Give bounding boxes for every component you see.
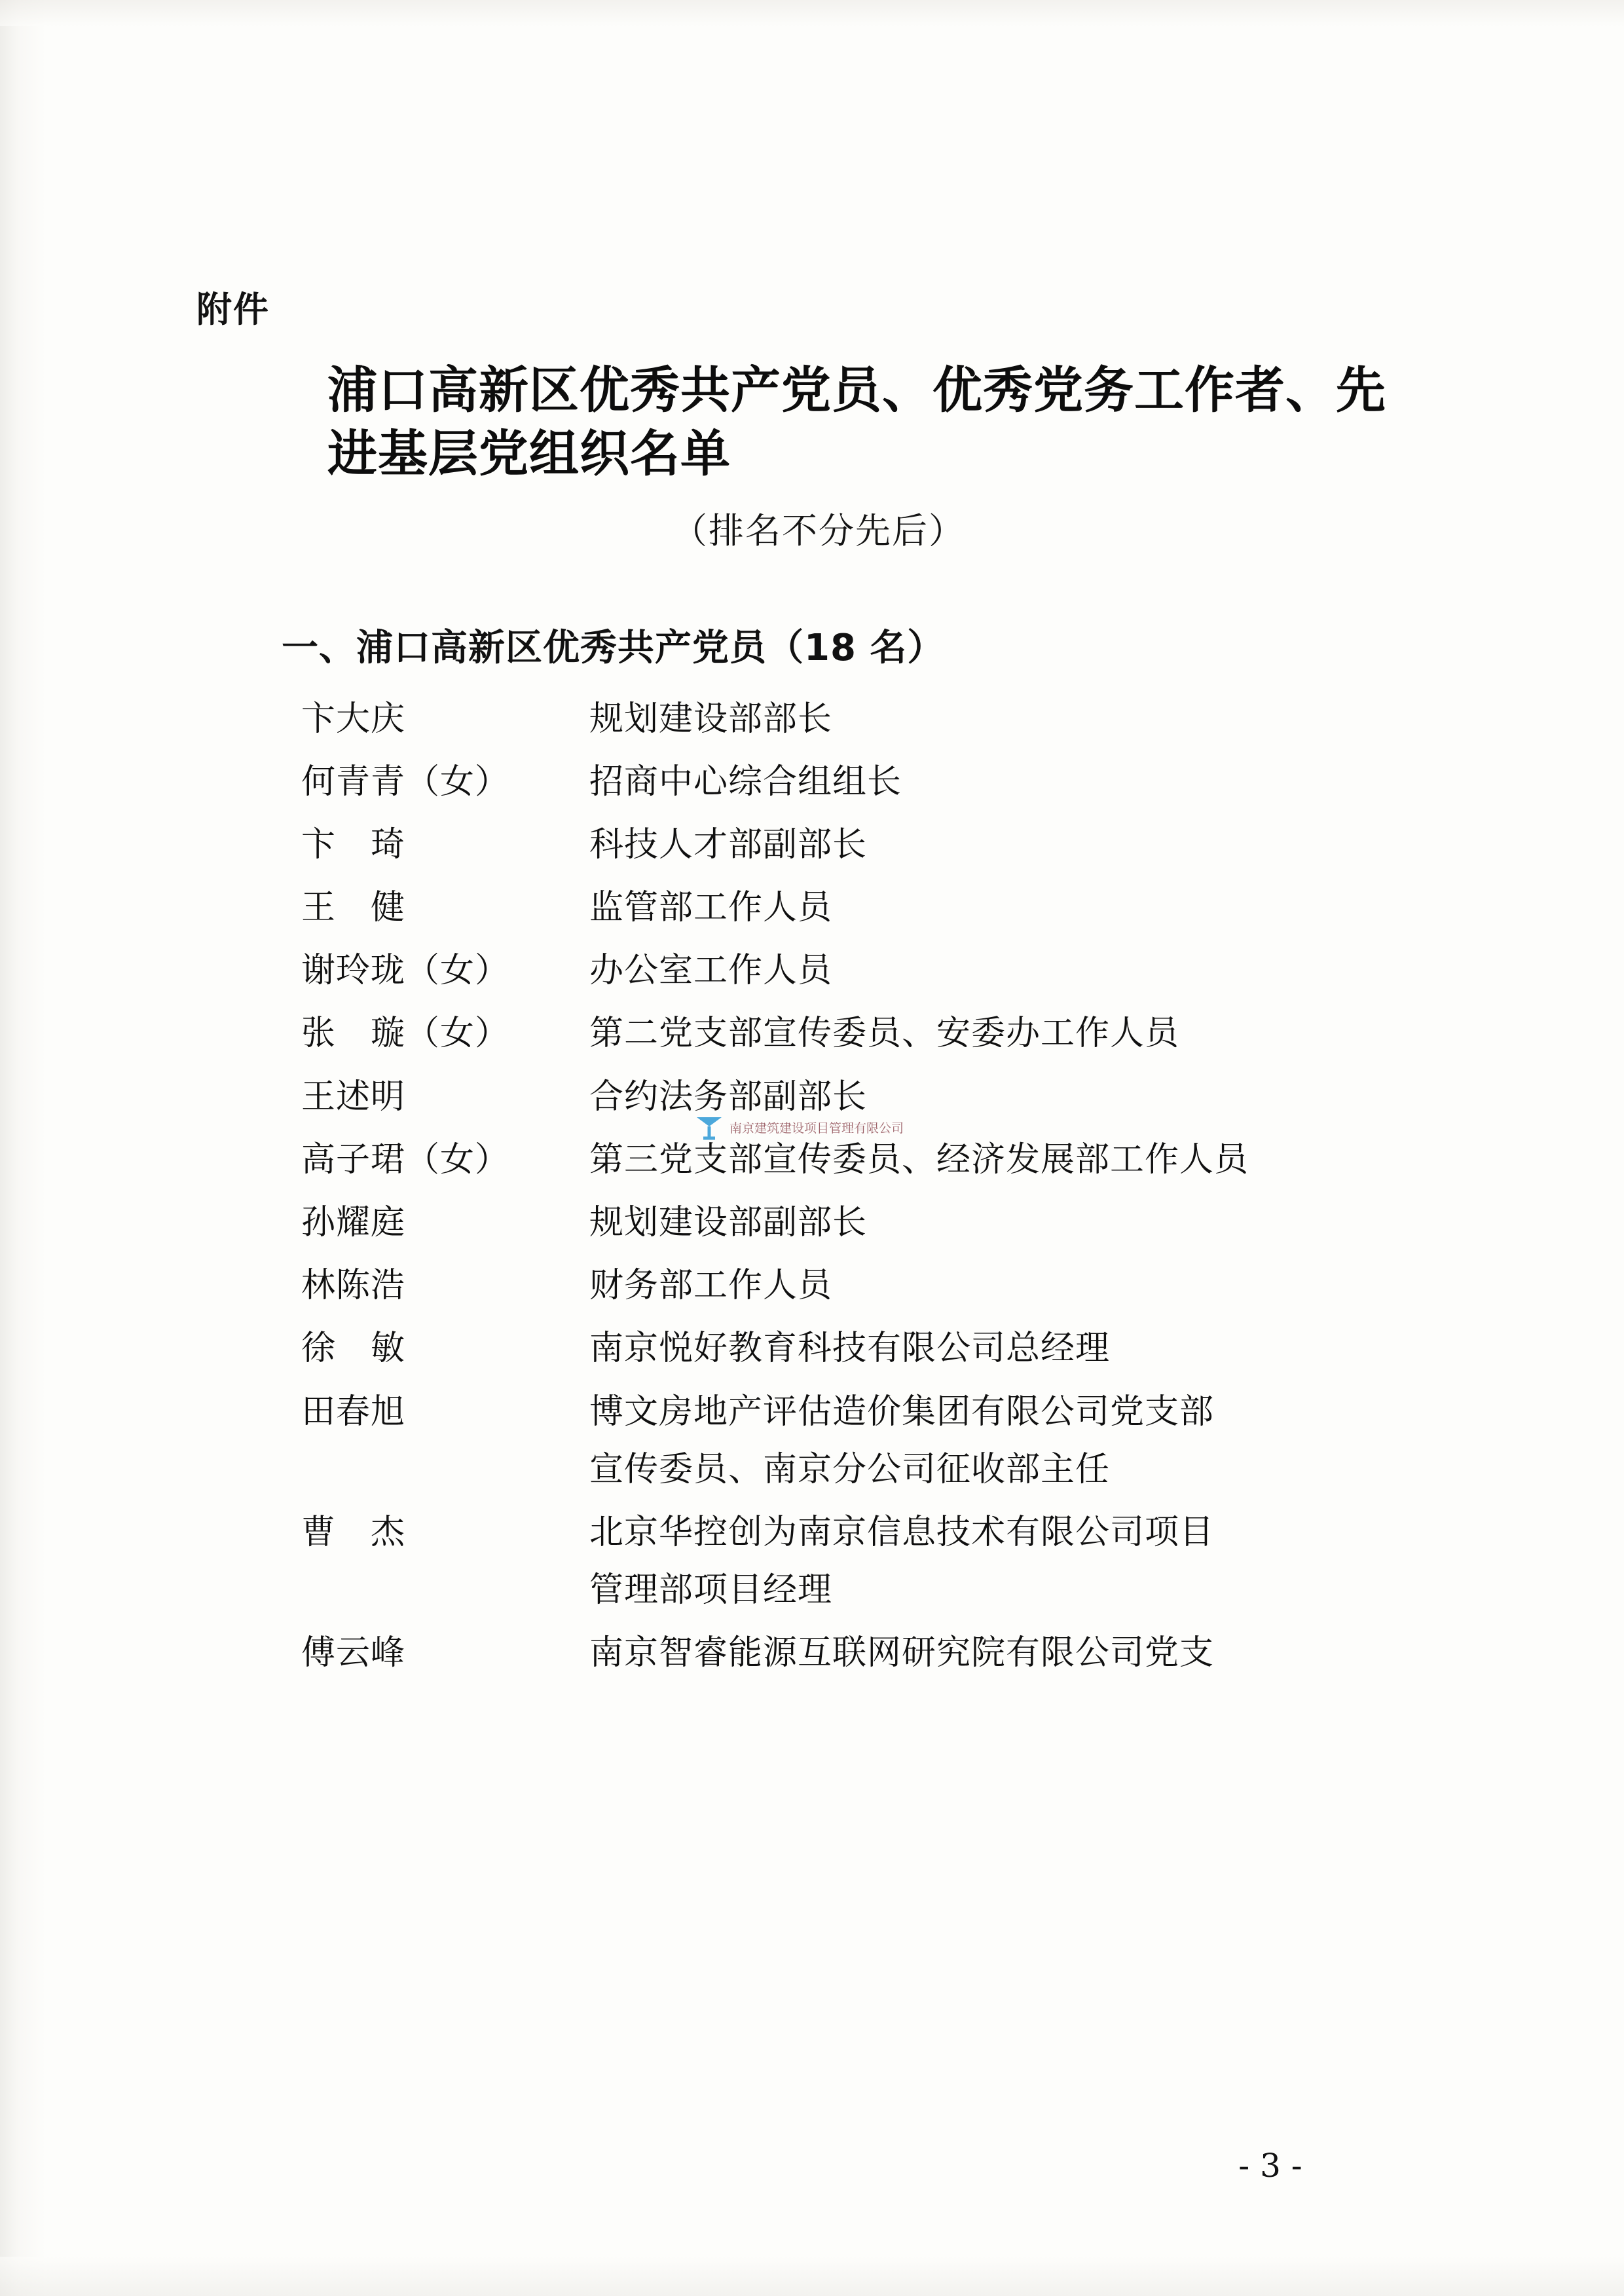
honoree-role [589,1389,1441,1492]
honoree-role-line1: 北京华控创为南京信息技术有限公司项目 [589,1512,1215,1552]
attachment-label: 附件 [196,288,270,330]
honoree-name: 卞 琦 [301,824,406,864]
list-item [301,822,1441,868]
list-item [301,1263,1441,1308]
honoree-name: 田春旭 [301,1392,406,1432]
scan-edge-left [0,0,46,2296]
honoree-role: 南京智睿能源互联网研究院有限公司党支 [589,1633,1215,1673]
honoree-role: 第三党支部宣传委员、经济发展部工作人员 [589,1139,1249,1179]
honoree-name: 孙耀庭 [301,1203,406,1243]
list-item [301,1200,1441,1246]
honoree-name: 谢玲珑（女） [301,951,510,991]
document-subtitle: （排名不分先后） [672,509,965,551]
honoree-name: 傅云峰 [301,1633,406,1673]
honoree-role: 监管部工作人员 [589,888,833,928]
list-item [301,1509,1441,1613]
honoree-role-line2: 管理部项目经理 [589,1570,833,1610]
honoree-name: 卞大庆 [301,699,406,739]
list-item [301,1630,1441,1676]
honoree-role: 规划建设部部长 [589,699,833,739]
honoree-name: 高子珺（女） [301,1139,510,1179]
section-heading: 一、浦口高新区优秀共产党员（18 名） [282,626,945,669]
honoree-role: 办公室工作人员 [589,951,833,991]
page-number: - 3 - [1238,2147,1302,2185]
list-item [301,885,1441,931]
list-item [301,759,1441,805]
list-item [301,1074,1441,1120]
honoree-role [589,1509,1441,1613]
document-content [196,282,1441,1694]
watermark-text: 南京建筑建设项目管理有限公司 [729,1120,904,1136]
honoree-role: 合约法务部副部长 [589,1077,868,1117]
honoree-role: 第二党支部宣传委员、安委办工作人员 [589,1014,1180,1054]
list-item [301,1010,1441,1056]
honoree-name: 张 璇（女） [301,1014,510,1054]
honoree-name: 徐 敏 [301,1329,406,1369]
scan-edge-bottom [0,2257,1624,2296]
scan-edge-top [0,0,1624,26]
list-item [301,948,1441,993]
list-item [301,1325,1441,1371]
honoree-name: 王 健 [301,888,406,928]
list-item [301,1137,1441,1183]
honoree-role: 规划建设部副部长 [589,1203,868,1243]
honoree-role: 科技人才部副部长 [589,824,868,864]
honoree-name: 曹 杰 [301,1512,406,1552]
honoree-name: 林陈浩 [301,1266,406,1306]
honoree-name: 何青青（女） [301,762,510,802]
document-title: 浦口高新区优秀共产党员、优秀党务工作者、先进基层党组织名单 [327,361,1386,483]
list-item [301,1389,1441,1492]
honoree-role: 南京悦好教育科技有限公司总经理 [589,1329,1111,1369]
honoree-role: 招商中心综合组组长 [589,762,902,802]
honoree-list [196,696,1441,1676]
honoree-role-line2: 宣传委员、南京分公司征收部主任 [589,1449,1111,1489]
honoree-role: 财务部工作人员 [589,1266,833,1306]
list-item [301,696,1441,742]
honoree-name: 王述明 [301,1077,406,1117]
honoree-role-line1: 博文房地产评估造价集团有限公司党支部 [589,1392,1215,1432]
